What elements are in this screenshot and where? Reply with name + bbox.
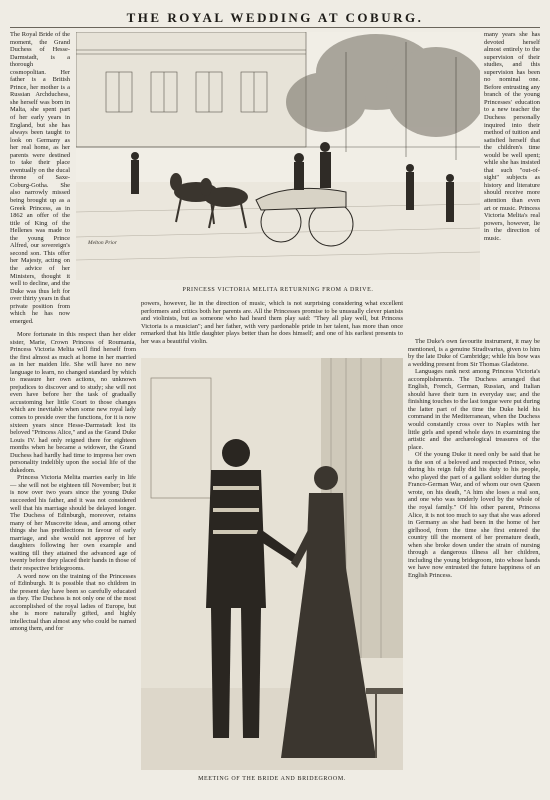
figure-meeting bbox=[141, 358, 403, 770]
right-column-lower bbox=[408, 338, 540, 790]
page-headline: THE ROYAL WEDDING AT COBURG. bbox=[126, 10, 424, 25]
drive-illustration bbox=[76, 32, 480, 280]
right-paragraph-2: The Duke's own favourite instrument, it may be mentioned, is a genuine Stradivarius, given to him by the late Duke of Cambridge; while his bow was a wedding present from Sir Thomas Gladstone. bbox=[408, 338, 540, 368]
right-paragraph-4: Of the young Duke it need only be said that he is the son of a beloved and respected Prince, who during his reign fully did his duty to his people, who played the part of a gallant soldier during the Franco-German War, and of whom our own Queen wrote, on his death, "A him she loses a real son, and one who was tenderly loved by the whole of the royal family." Of his other parent, Princess Alice, it is not too much to say that she was adored in Germany as she had been in the home of her girlhood, from the time she first entered the country till the moment of her premature death, when she broke down under the strain of nursing through a dangerous illness all her children, including the young bridegroom, into whose hands we have now entrusted the future happiness of an English Princess. bbox=[408, 451, 540, 579]
left-paragraph-4: A word now on the training of the Princesses of Edinburgh. It is possible that no children in the present day have been so carefully educated as they. The Duchess is not only one of the most accomplished of the royal ladies of Europe, but she is more naturally gifted, and highly intellectual than almost any who could be named among them, and for bbox=[10, 572, 136, 633]
meeting-illustration bbox=[141, 358, 403, 770]
artist-signature: Melton Prior bbox=[88, 240, 117, 246]
headline-rule bbox=[10, 27, 540, 28]
figure-drive bbox=[76, 32, 480, 280]
caption-drive: PRINCESS VICTORIA MELITA RETURNING FROM A DRIVE. bbox=[182, 287, 374, 293]
left-paragraph-2: More fortunate in this respect than her elder sister, Marie, Crown Princess of Roumania, Princess Victoria Melita will find herself from the first almost as much at home in her married as in her maiden life. She will have no new language to learn, no changed standard by which to measure her own actions, no unknown prejudices to discover and to study; she will not even have before her the task of gradually accustoming her little Court to those changes which are inevitable when some new royal lady comes to preside over the functions, for it is now sixteen years since Hesse-Darmstadt lost its beloved "Princess Alice," and as the Grand Duke Louis IV. had only reigned there for eighteen months when he became a widower, the Grand Duchess had hardly had time to impress her own personality indelibly upon the social life of the dukedom. bbox=[10, 331, 136, 474]
right-paragraph-1: many years she has devoted herself almost entirely to the supervision of their studies, and this supervision has been no nominal one. Before entrusting any branch of the young Princesses' education to a new teacher the Duchess personally inquired into their method of tuition and satisfied herself that the children's time would be well spent; while she has insisted that such "out-of-sight" subjects as history and literature should receive more attention than even art or music. Princess Victoria Melita's real powers, however, lie in the direction of music. bbox=[484, 31, 540, 242]
left-column-lower bbox=[10, 331, 136, 790]
left-paragraph-1: The Royal Bride of the moment, the Grand Duchess of Hesse-Darmstadt, is a thorough cosmopolitan. Her father is a British Prince, her mother is a Russian Archduchess, she herself was born in Malta, she spent part of her early years in England, but she has always been taught to look on Germany as her real home, as her parents were destined to take their place eventually on the ducal throne of Saxe-Coburg-Gotha. She also narrowly missed being brought up as a Greek Princess, as in 1862 an offer of the title of King of the Hellenes was made to the young Prince Alfred, our sovereign's second son. This offer her Majesty, acting on the advice of her Ministers, thought it well to decline, and the Duke was thus left for over thirty years in that private position from which he has now emerged. bbox=[10, 31, 70, 325]
middle-paragraph-1: powers, however, lie in the direction of music, which is not surprising considering what excellent performers and critics both her parents are. All the Princesses promise to be unusually clever pianists and violinists, but as someone who had heard them play said: "They all play well, but Princess Victoria is a musician"; and her father, with very pardonable pride in her talent, has more than once remarked that his little daughter plays better than he does himself; and one of his earliest presents to her was a beautiful violin. bbox=[141, 300, 403, 345]
right-paragraph-3: Languages rank next among Princess Victoria's accomplishments. The Duchess arranged that English, French, German, Russian, and Italian should have their turn in everyday use; and the finishing touches to the last tongue were put during the latter part of the time the Duke held his command in the Mediterranean, when the Duchess would constantly cross over to Naples with her little girls and spend whole days in examining the artistic and the archæological treasures of the place. bbox=[408, 368, 540, 451]
left-paragraph-3: Princess Victoria Melita marries early in life — she will not be eighteen till November; but it is now over two years since the young Duke succeeded his father, and it was not considered well that his marriage should be delayed longer. The Duchess of Edinburgh, moreover, retains many of her Muscovite ideas, and among other things she has predilections in favour of early marriage, and she would not approve of her daughters following her own example and waiting till they attained the advanced age of twenty before they placed their hands in those of their respective bridegrooms. bbox=[10, 474, 136, 572]
right-column-upper bbox=[484, 31, 540, 331]
middle-column bbox=[141, 300, 403, 354]
caption-meeting: MEETING OF THE BRIDE AND BRIDEGROOM. bbox=[198, 776, 346, 782]
